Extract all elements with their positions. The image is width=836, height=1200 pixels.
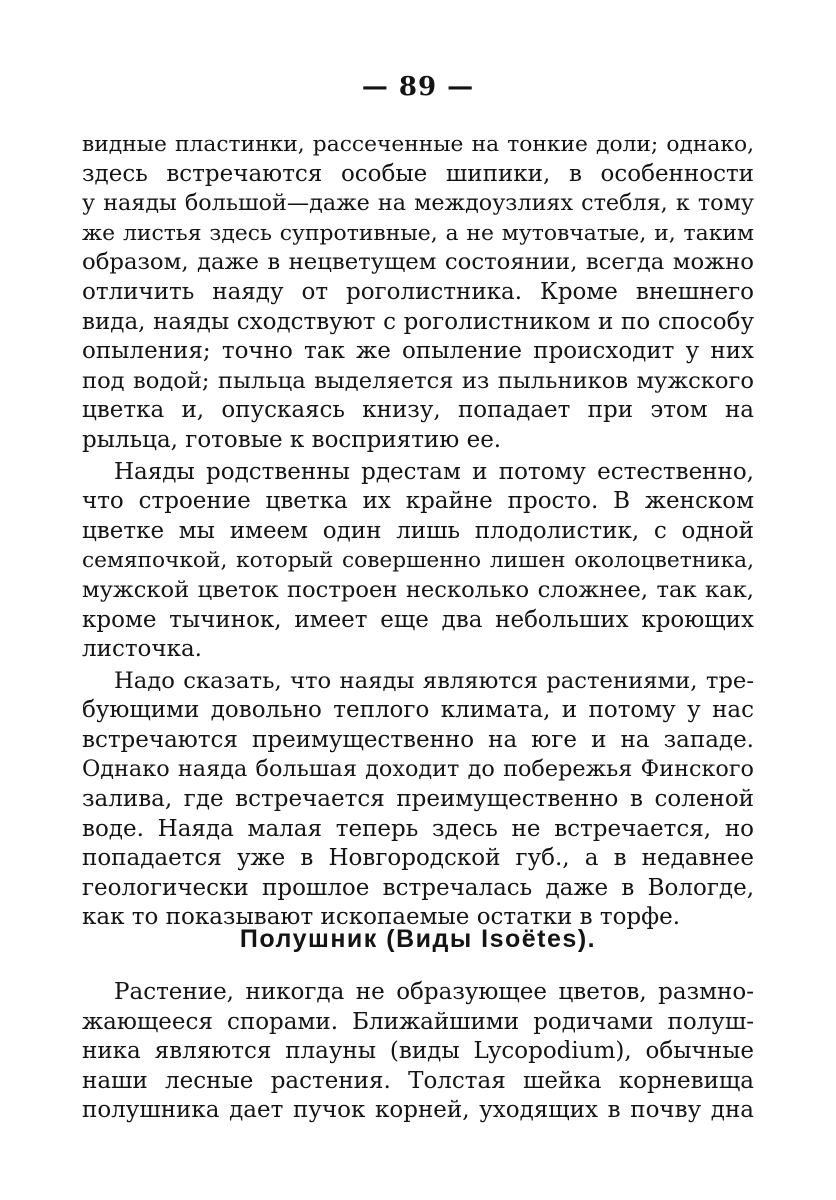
text-line: залива, где встречается преимущественно в соленой	[82, 786, 754, 813]
text-line: же листья здесь супротивные, а не мутовчатые, и, таким	[82, 220, 754, 246]
text-line: под водой; пыльца выделяется из пыльников мужского	[82, 367, 754, 394]
text-line: что строение цветка их крайне просто. В женском	[82, 488, 754, 515]
text-line: рыльца, готовые к восприятию ее.	[82, 426, 502, 453]
text-line: Растение, никогда не образующее цветов, размно-	[114, 979, 754, 1005]
text-line: воде. Наяда малая теперь здесь не встречается, но	[82, 815, 754, 842]
text-line: как то показывают ископаемые остатки в торфе.	[82, 904, 681, 931]
section-heading: Полушник (Виды Isoëtes).	[239, 925, 597, 953]
text-line: цветка и, опускаясь книзу, попадает при этом на	[82, 397, 754, 424]
text-line: полушника дает пучок корней, уходящих в почву дна	[82, 1097, 754, 1124]
text-line: Надо сказать, что наяды являются растениями, тре-	[114, 667, 754, 694]
text-line: у наяды большой—даже на междоузлиях стебля, к тому	[82, 190, 754, 217]
paragraph-3	[82, 667, 754, 933]
text-line: встречаются преимущественно на юге и на западе.	[82, 726, 754, 753]
text-line: жающееся спорами. Ближайшими родичами полуш-	[82, 1008, 754, 1035]
text-line: семяпочкой, который совершенно лишен околоцветника,	[82, 548, 754, 574]
text-line: мужской цветок построен несколько сложнее, так как,	[82, 576, 754, 603]
paragraph-2	[82, 458, 754, 665]
page-number: — 89 —	[361, 72, 475, 102]
text-line: попадается уже в Новгородской губ., а в недавнее	[82, 845, 754, 872]
text-line: цветке мы имеем один лишь плодолистик, с одной	[82, 517, 754, 544]
text-line: образом, даже в нецветущем состоянии, всегда можно	[82, 249, 754, 276]
text-line: отличить наяду от роголистника. Кроме внешнего	[82, 278, 754, 305]
text-line: видные пластинки, рассеченные на тонкие доли; однако,	[82, 132, 754, 157]
text-line: листочка.	[82, 636, 202, 663]
text-line: ника являются плауны (виды Lycopodium), обычные	[82, 1038, 754, 1065]
paragraph-1	[82, 130, 754, 456]
text-line: кроме тычинок, имеет еще два небольших кроющих	[82, 606, 754, 633]
text-line: бующими довольно теплого климата, и потому у нас	[82, 697, 754, 724]
paragraph-4	[82, 978, 754, 1126]
text-line: вида, наяды сходствуют с роголистником и по способу	[82, 308, 754, 335]
text-line: опыления; точно так же опыление происходит у них	[82, 338, 754, 365]
body-text	[82, 130, 754, 933]
text-line: геологически прошлое встречалась даже в Вологде,	[82, 874, 754, 901]
section-body-text	[82, 978, 754, 1126]
text-line: Однако наяда большая доходит до побережья Финского	[82, 756, 754, 783]
text-line: Наяды родственны рдестам и потому естественно,	[114, 458, 754, 485]
text-line: наши лесные растения. Толстая шейка корневища	[82, 1067, 754, 1094]
text-line: здесь встречаются особые шипики, в особенности	[82, 160, 754, 187]
